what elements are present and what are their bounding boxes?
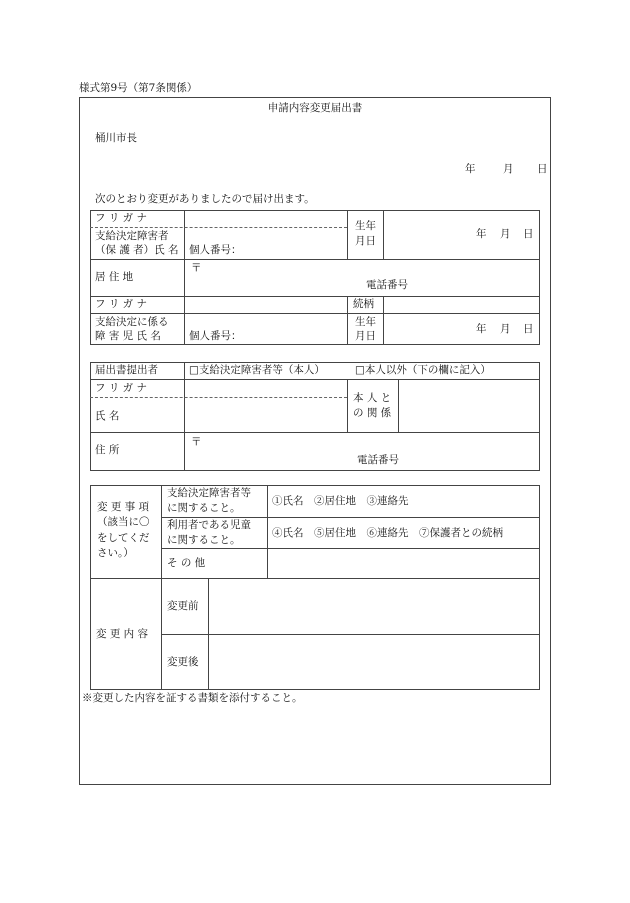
change-items-label-1: 変 更 事 項 [97, 501, 150, 513]
addressee: 桶川市長 [95, 132, 137, 144]
submitter-name-label: 氏 名 [95, 410, 120, 422]
submitter-address-label: 住 所 [95, 444, 120, 456]
submitter-label: 届出書提出者 [95, 364, 158, 376]
birth-label-2: 月日 [355, 235, 376, 247]
form-number: 様式第9号（第7条関係） [79, 82, 198, 94]
after-label: 変更後 [167, 656, 199, 668]
change-items-label-3: をしてくだ [97, 532, 150, 544]
child-birth-label-2: 月日 [355, 330, 376, 342]
relation-label: 続柄 [353, 298, 374, 310]
category-applicant-label-2: に関すること。 [167, 502, 241, 514]
submitter-postal-mark: 〒 [191, 436, 202, 448]
personal-number-label: 個人番号： [189, 244, 242, 256]
birth-day: 日 [523, 228, 534, 240]
category-child-label-2: に関すること。 [167, 534, 241, 546]
birth-month: 月 [500, 228, 511, 240]
date-month-label: 月 [503, 163, 514, 175]
submitter-option-self[interactable]: □支給決定障害者等（本人） [189, 364, 325, 376]
change-table [90, 485, 540, 690]
child-name-label-2: 障 害 児 氏 名 [95, 330, 161, 342]
postal-mark: 〒 [191, 262, 202, 274]
date-day-label: 日 [537, 163, 548, 175]
submitter-furigana-label: フ リ ガ ナ [95, 382, 148, 394]
footnote: ※変更した内容を証する書類を添付すること。 [82, 692, 303, 704]
applicant-name-label-1: 支給決定障害者 [95, 230, 169, 242]
category-child-label-1: 利用者である児童 [167, 519, 251, 531]
category-applicant-label-1: 支給決定障害者等 [167, 487, 251, 499]
child-birth-day: 日 [523, 323, 534, 335]
change-items-label-2: （該当に〇 [97, 516, 150, 528]
relation-to-self-label-2: の 関 係 [353, 407, 392, 419]
date-year-label: 年 [465, 163, 476, 175]
form-title: 申請内容変更届出書 [267, 102, 363, 114]
birth-label-1: 生年 [355, 220, 376, 232]
change-items-label-4: さい。） [97, 547, 134, 559]
child-birth-year: 年 [476, 323, 487, 335]
intro-text: 次のとおり変更がありましたので届け出ます。 [95, 193, 315, 205]
birth-year: 年 [476, 228, 487, 240]
residence-label: 居 住 地 [95, 271, 134, 283]
submitter-option-other[interactable]: □本人以外（下の欄に記入） [355, 364, 491, 376]
submitter-phone-label: 電話番号 [357, 454, 399, 466]
applicant-name-label-2: （保 護 者）氏 名 [95, 244, 179, 256]
child-personal-number-label: 個人番号： [189, 330, 242, 342]
phone-label: 電話番号 [366, 279, 408, 291]
child-birth-label-1: 生年 [355, 316, 376, 328]
change-content-label: 変 更 内 容 [96, 628, 149, 640]
child-furigana-label: フ リ ガ ナ [95, 298, 148, 310]
before-label: 変更前 [167, 600, 199, 612]
category-other-label: そ の 他 [167, 557, 206, 569]
category-applicant-options[interactable]: ①氏名 ②居住地 ③連絡先 [272, 495, 409, 507]
furigana-label: フ リ ガ ナ [95, 212, 148, 224]
child-birth-month: 月 [500, 323, 511, 335]
child-name-label-1: 支給決定に係る [95, 316, 169, 328]
relation-to-self-label-1: 本 人 と [353, 392, 392, 404]
category-child-options[interactable]: ④氏名 ⑤居住地 ⑥連絡先 ⑦保護者との続柄 [272, 527, 503, 539]
